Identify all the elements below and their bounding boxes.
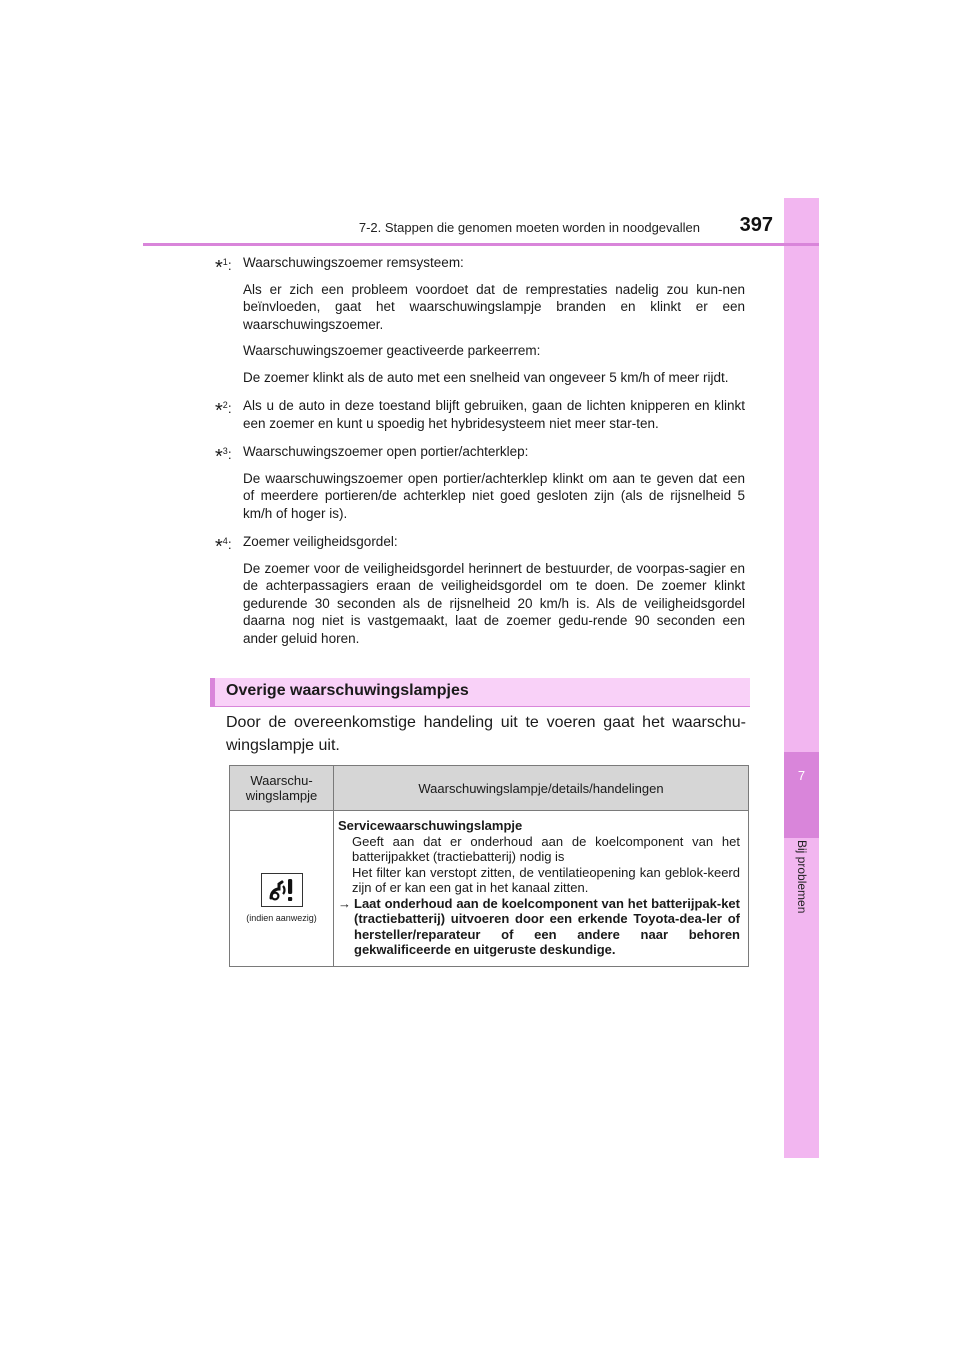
warning-lights-table xyxy=(229,765,749,967)
footnote-marker: *$^2$: xyxy=(215,400,232,422)
section-heading-text: Overige waarschuwingslampjes xyxy=(226,682,469,699)
footnote-paragraph: Waarschuwingszoemer geactiveerde parkeerrem: xyxy=(243,343,541,358)
detail-text: Het filter kan verstopt zitten, de ventilatieopening kan geblok-keerd zijn of er kan een gat in het kanaal zitten. xyxy=(352,864,740,895)
arrow-right-icon: → xyxy=(338,895,351,911)
footnote-marker: *$^1$: xyxy=(215,257,232,279)
footnote-2 xyxy=(215,397,745,432)
service-warning-icon xyxy=(261,873,303,907)
detail-title: Servicewaarschuwingslampje xyxy=(338,818,523,833)
icon-caption: (indien aanwezig) xyxy=(246,913,317,923)
header-divider xyxy=(143,243,819,246)
side-tab xyxy=(784,198,819,1158)
table-header-light: Waarschu- wingslampje xyxy=(230,766,334,811)
action-text: Laat onderhoud aan de koelcomponent van het batterijpak-ket (tractiebatterij) uitvoeren door een erkende Toyota-dea-ler of hersteller/reparateur of een andere naar behoren gekwalificeerde en uitgeruste deskundige. xyxy=(354,895,740,957)
table-row xyxy=(230,811,749,967)
table-cell-icon xyxy=(230,811,334,967)
chapter-label: Bij problemen xyxy=(795,840,809,914)
footnote-3 xyxy=(215,443,745,522)
table-header-row xyxy=(230,766,749,811)
section-heading xyxy=(210,678,750,706)
section-divider xyxy=(210,706,750,707)
service-warning-icon-graphic xyxy=(262,874,302,906)
table-header-details: Waarschuwingslampje/details/handelingen xyxy=(334,766,749,811)
section-intro: Door de overeenkomstige handeling uit te voeren gaat het waarschu-wingslampje uit. xyxy=(226,714,746,754)
page-number: 397 xyxy=(739,214,773,236)
table-cell-details xyxy=(334,811,749,967)
footnote-paragraph: Als er zich een probleem voordoet dat de remprestaties nadelig zou kun-nen beïnvloeden, gaat het waarschuwingslampje branden en klinkt er een waarschuwingszoemer. xyxy=(243,281,745,332)
footnote-paragraph: De zoemer klinkt als de auto met een snelheid van ongeveer 5 km/h of meer rijdt. xyxy=(243,369,729,385)
footnotes xyxy=(215,254,745,658)
action-instruction xyxy=(338,896,740,958)
footnote-paragraph: Waarschuwingszoemer remsysteem: xyxy=(243,255,464,270)
footnote-paragraph: De zoemer voor de veiligheidsgordel herinnert de bestuurder, de voorpas-sagier en de achterpassagiers eraan de veiligheidsgordel om te doen. De zoemer klinkt gedurende 30 seconden als de rijsnelheid 20 km/h is. Als de veiligheidsgordel daarna nog niet is vastgemaakt, laat de zoemer gedu-rende 90 seconden een ander geluid horen. xyxy=(243,560,745,646)
footnote-paragraph: Waarschuwingszoemer open portier/achterklep: xyxy=(243,444,529,459)
section-title: 7-2. Stappen die genomen moeten worden in noodgevallen xyxy=(358,220,700,235)
chapter-number: 7 xyxy=(797,768,806,783)
detail-text: Geeft aan dat er onderhoud aan de koelcomponent van het batterijpakket (tractiebatterij) nodig is xyxy=(352,833,740,864)
footnote-1 xyxy=(215,254,745,386)
footnote-paragraph: De waarschuwingszoemer open portier/achterklep klinkt om aan te geven dat een of meerdere portieren/de achterklep niet goed gesloten zijn (als de rijsnelheid 5 km/h of hoger is). xyxy=(243,470,745,521)
footnote-marker: *$^3$: xyxy=(215,446,232,468)
footnote-paragraph: Zoemer veiligheidsgordel: xyxy=(243,534,398,549)
footnote-4 xyxy=(215,533,745,647)
footnote-paragraph: Als u de auto in deze toestand blijft gebruiken, gaan de lichten knipperen en klinkt een zoemer en kunt u spoedig het hybridesysteem niet meer star-ten. xyxy=(243,398,745,431)
footnote-marker: *$^4$: xyxy=(215,536,232,558)
side-tab-chapter-marker xyxy=(784,752,819,838)
